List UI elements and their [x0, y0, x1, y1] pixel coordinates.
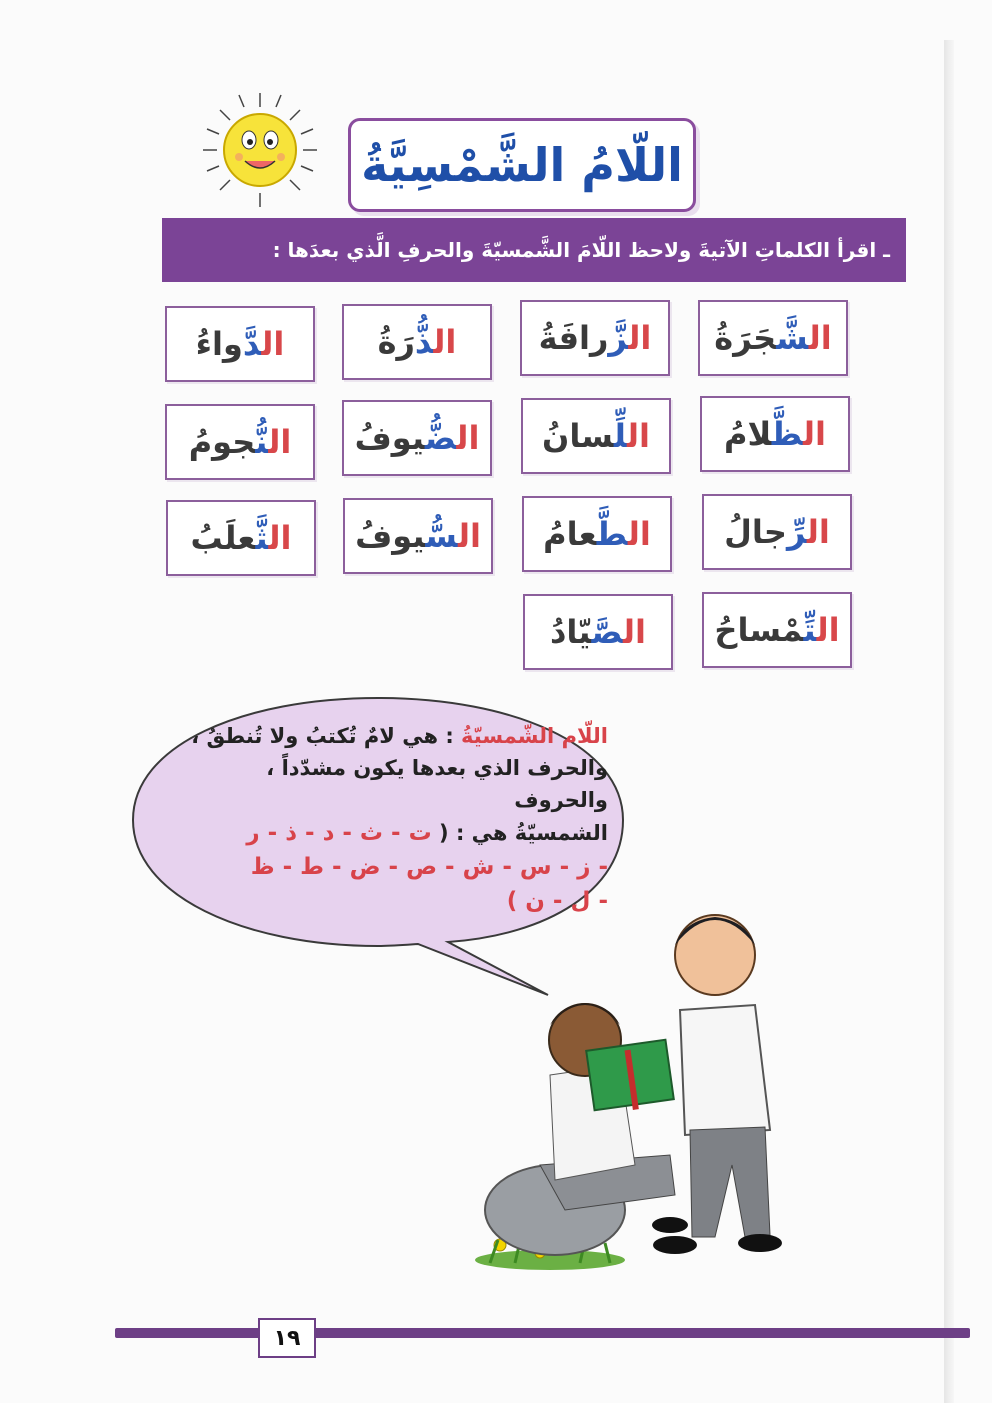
word-card	[702, 494, 852, 570]
sun-letter: نُّ	[255, 423, 269, 461]
page-edge	[944, 40, 954, 1403]
page-title: اللّامُ الشَّمْسِيَّةُ	[361, 138, 683, 192]
al-prefix: ال	[627, 515, 651, 553]
word-grid	[162, 292, 866, 678]
al-prefix: ال	[268, 519, 292, 557]
word-rest: جالُ	[724, 513, 787, 551]
al-prefix: ال	[802, 415, 826, 453]
word-rest: سانُ	[542, 417, 614, 455]
instruction-banner	[162, 218, 906, 282]
instruction-text: ـ اقرأ الكلماتِ الآتيةَ ولاحظ اللّامَ الشَّمسيّةَ والحرفِ الَّذي بعدَها :	[272, 238, 890, 262]
page-number: ١٩	[273, 1325, 301, 1351]
sun-letter: شَّ	[776, 319, 809, 357]
sun-letters-group-3: - ل - ن )	[506, 888, 608, 914]
word-rest: رَةُ	[377, 323, 415, 361]
sun-letter: لِّ	[613, 417, 627, 455]
al-prefix: ال	[808, 319, 832, 357]
sun-icon	[195, 85, 325, 215]
word-rest: عامُ	[543, 515, 597, 553]
word-rest: يوفُ	[354, 419, 425, 457]
sun-letter: ضُّ	[424, 419, 457, 457]
word-rest: واءُ	[195, 325, 243, 363]
sun-letter: طَّ	[596, 515, 628, 553]
word-card	[342, 400, 492, 476]
word-card	[521, 398, 671, 474]
bottom-divider	[115, 1328, 970, 1338]
sun-letter: رِّ	[786, 513, 807, 551]
sun-letter: ظَّ	[771, 415, 803, 453]
word-card	[165, 404, 315, 480]
rule-line-3-label: الشمسيّةُ هي : (	[439, 821, 608, 845]
rule-line-1: : هي لامٌ تُكتبُ ولا تُنطقُ ،	[191, 724, 462, 748]
students-illustration	[470, 865, 830, 1275]
sun-letter: ذُّ	[414, 323, 434, 361]
word-rest: علَبُ	[190, 519, 256, 557]
word-card	[523, 594, 673, 670]
word-rest: يوفُ	[355, 517, 426, 555]
sun-letters-group-2: - ز - س - ش - ص - ض - ط - ظ	[250, 854, 608, 880]
word-rest: مْساحُ	[714, 611, 804, 649]
al-prefix: ال	[816, 611, 840, 649]
sun-letter: زَّ	[608, 319, 629, 357]
sun-letters-group-1: ت - ث - د - ذ - ر	[246, 820, 432, 846]
page-number-box	[258, 1318, 316, 1358]
word-rest: جَرَةُ	[714, 319, 777, 357]
word-card	[698, 300, 848, 376]
al-prefix: ال	[628, 319, 652, 357]
al-prefix: ال	[626, 417, 650, 455]
sun-letter: دَّ	[242, 325, 262, 363]
sun-letter: ثَّ	[255, 519, 269, 557]
rule-term: اللّام الشّمسيّةُ	[461, 724, 608, 748]
al-prefix: ال	[433, 323, 457, 361]
word-rest: رافَةُ	[538, 319, 609, 357]
sun-letter: سُّ	[425, 517, 458, 555]
al-prefix: ال	[261, 325, 285, 363]
word-card	[700, 396, 850, 472]
word-rest: لامُ	[724, 415, 772, 453]
sun-letter: صَّ	[591, 613, 624, 651]
al-prefix: ال	[806, 513, 830, 551]
al-prefix: ال	[268, 423, 292, 461]
al-prefix: ال	[457, 517, 481, 555]
word-card	[165, 306, 315, 382]
rule-line-2: والحرف الذي بعدها يكون مشدّداً ، والحروف	[266, 756, 608, 812]
word-card	[522, 496, 672, 572]
word-card	[342, 304, 492, 380]
word-rest: يّادُ	[549, 613, 592, 651]
word-rest: جومُ	[188, 423, 256, 461]
sun-letter: تِّ	[803, 611, 817, 649]
al-prefix: ال	[456, 419, 480, 457]
al-prefix: ال	[623, 613, 646, 651]
word-card	[166, 500, 316, 576]
word-card	[343, 498, 493, 574]
word-card	[702, 592, 852, 668]
word-card	[520, 300, 670, 376]
title-frame	[348, 118, 696, 212]
